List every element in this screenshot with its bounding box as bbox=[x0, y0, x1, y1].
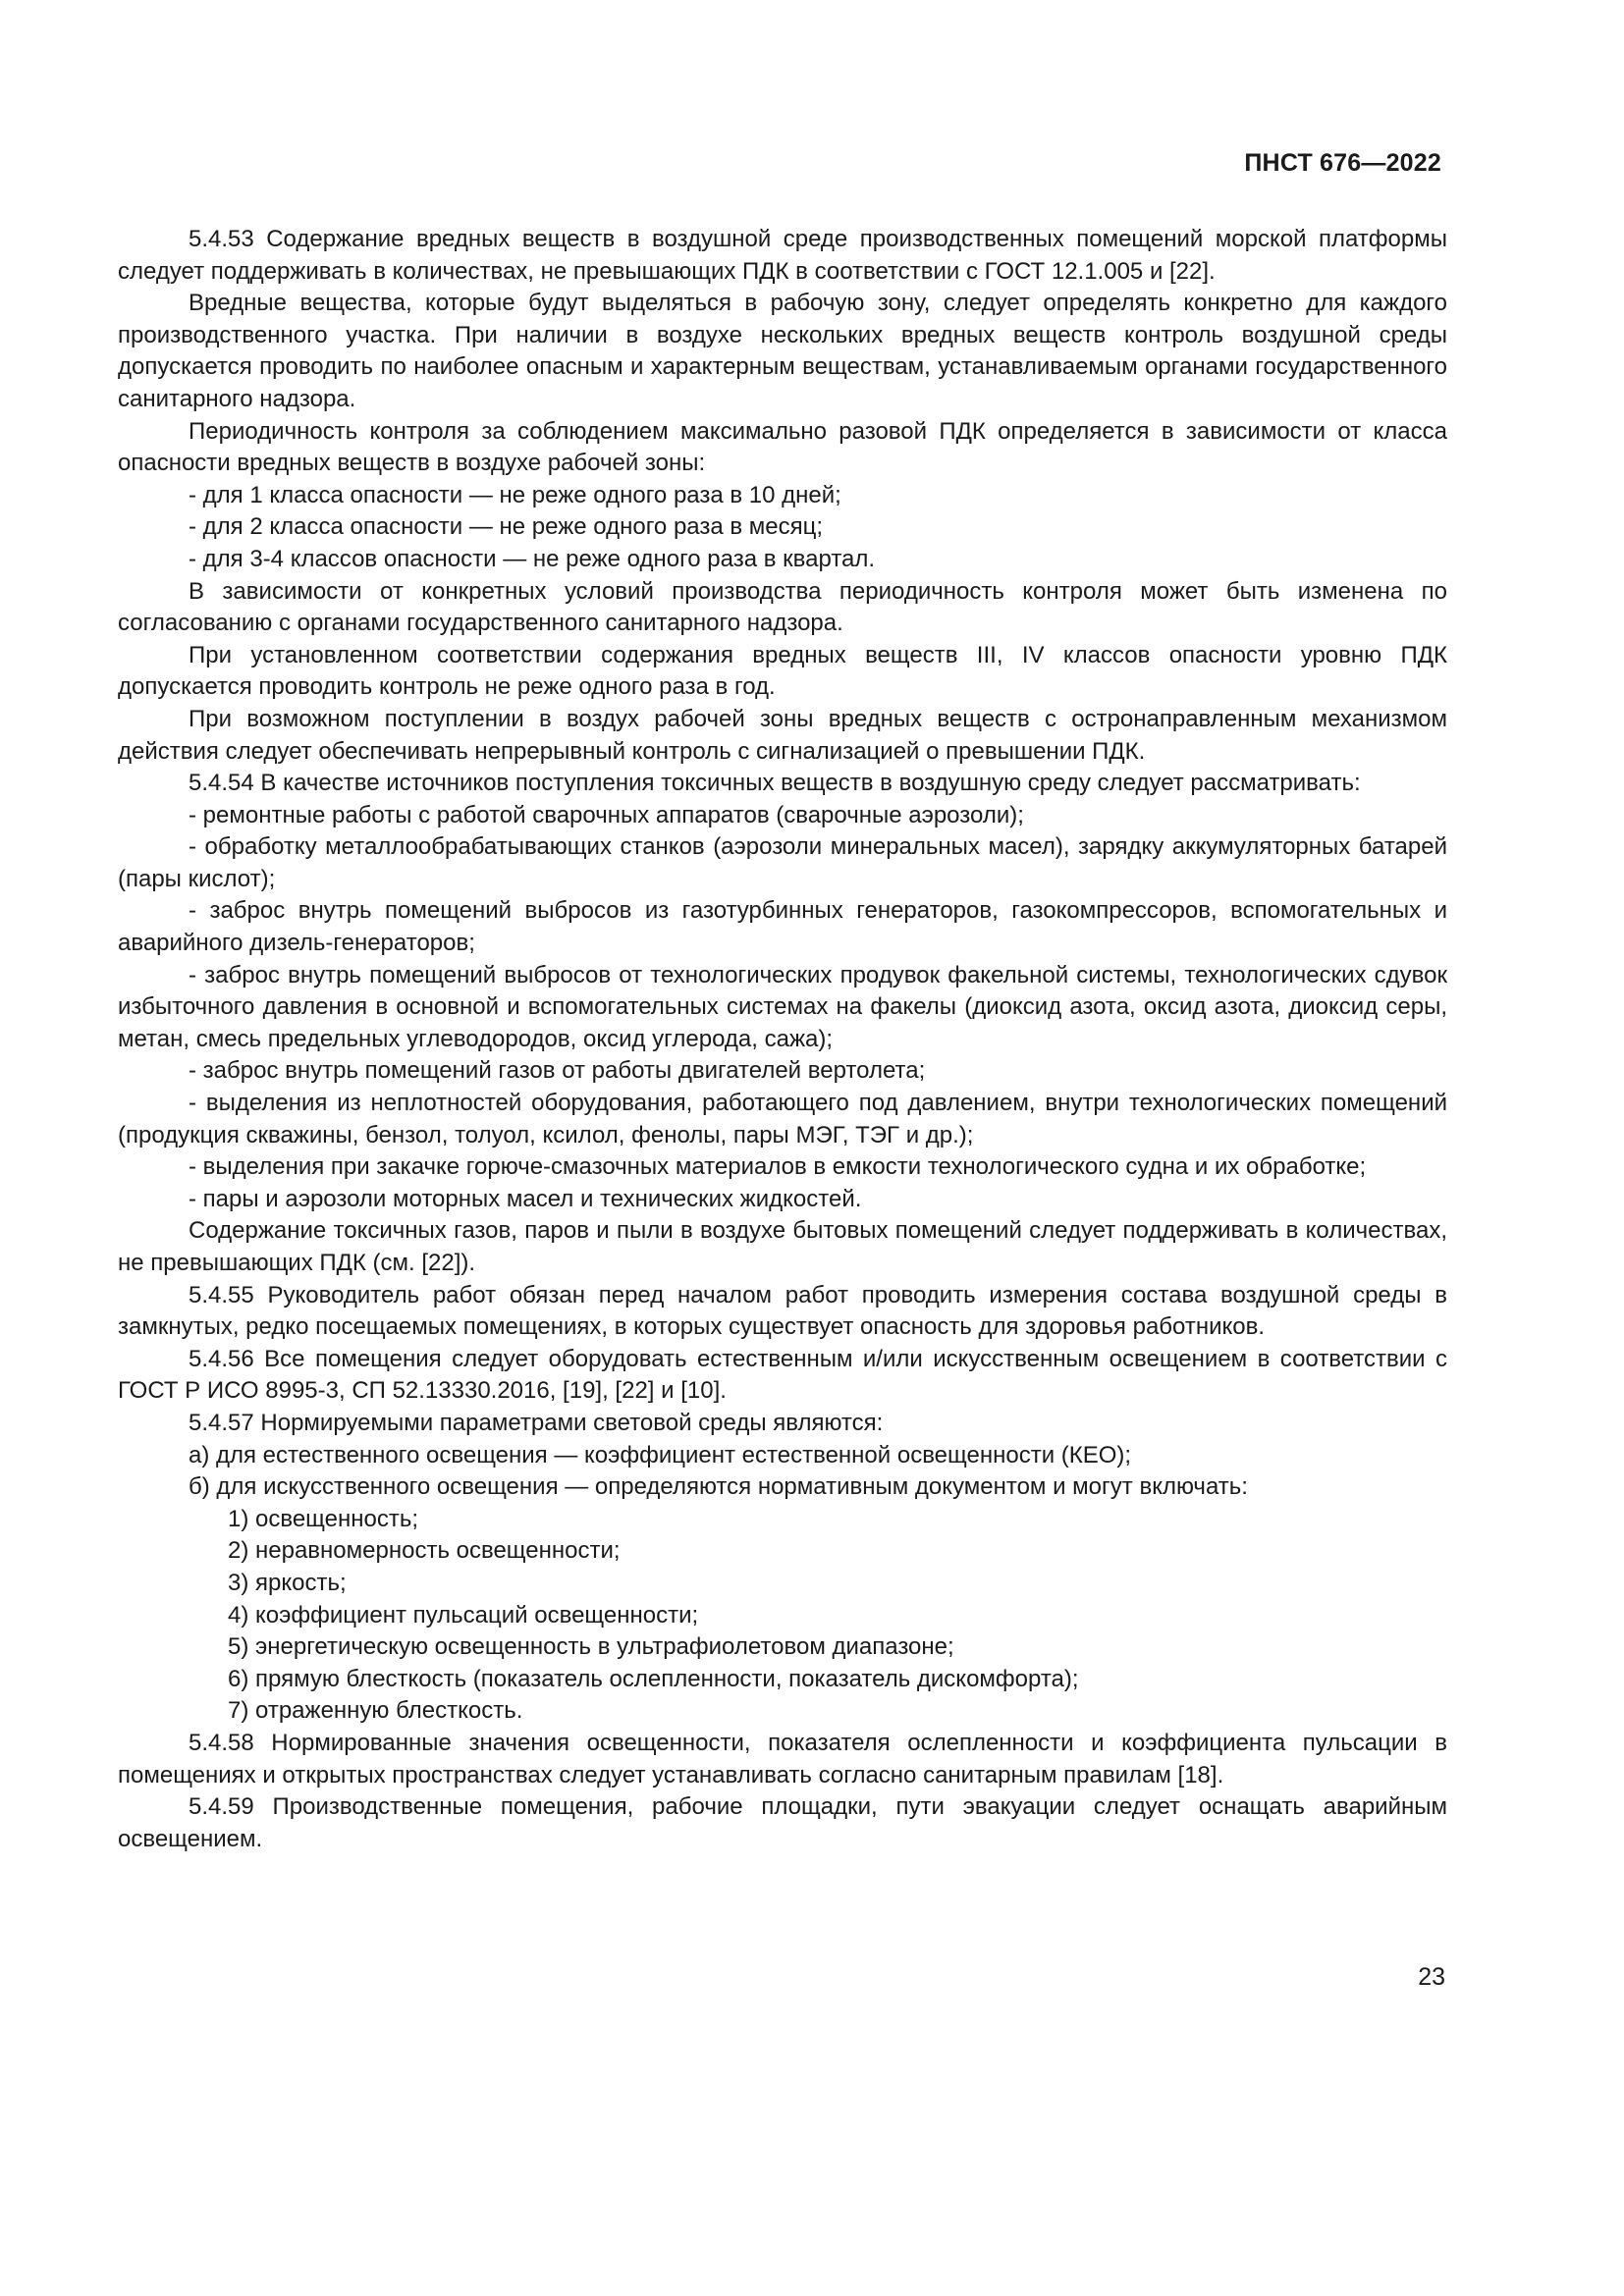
paragraph-5-4-59: 5.4.59 Производственные помещения, рабочие площадки, пути эвакуации следует оснащать аварийным освещением. bbox=[118, 1793, 1447, 1852]
sub-list-item: 4) коэффициент пульсаций освещенности; bbox=[228, 1601, 699, 1629]
sub-list-item: 6) прямую блесткость (показатель ослепленности, показатель дискомфорта); bbox=[228, 1665, 1079, 1692]
list-item: - выделения при закачке горюче-смазочных материалов в емкости технологического судна и их обработке; bbox=[189, 1153, 1367, 1181]
sub-list-item: 7) отраженную блесткость. bbox=[228, 1697, 523, 1725]
sub-list-item: 3) яркость; bbox=[228, 1569, 347, 1596]
list-item: - заброс внутрь помещений выбросов от технологических продувок факельной системы, технологических сдувок избыточного давления в основной и вспомогательных системах на факелы (диоксид азота, оксид азота, диоксид серы, метан, смесь предельных углеводородов, оксид углерода, сажа); bbox=[118, 961, 1447, 1052]
list-item: - для 1 класса опасности — не реже одного раза в 10 дней; bbox=[189, 481, 841, 508]
paragraph-5-4-56: 5.4.56 Все помещения следует оборудовать естественным и/или искусственным освещением в соответствии с ГОСТ Р ИСО 8995-3, СП 52.13330.2016, [19], [22] и [10]. bbox=[118, 1345, 1447, 1405]
paragraph: Периодичность контроля за соблюдением максимально разовой ПДК определяется в зависимости от класса опасности вредных веществ в воздухе рабочей зоны: bbox=[118, 417, 1447, 477]
paragraph-5-4-55: 5.4.55 Руководитель работ обязан перед началом работ проводить измерения состава воздушной среды в замкнутых, редко посещаемых помещениях, в которых существует опасность для здоровья работников. bbox=[118, 1281, 1447, 1341]
document-code-header: ПНСТ 676—2022 bbox=[1244, 149, 1441, 177]
list-item: - пары и аэрозоли моторных масел и технических жидкостей. bbox=[189, 1185, 862, 1212]
list-item: - обработку металлообрабатывающих станков (аэрозоли минеральных масел), зарядку аккумуляторных батарей (пары кислот); bbox=[118, 833, 1447, 892]
list-item: - для 3-4 классов опасности — не реже одного раза в квартал. bbox=[189, 545, 876, 572]
sub-list-item: 2) неравномерность освещенности; bbox=[228, 1537, 621, 1565]
list-item: - ремонтные работы с работой сварочных аппаратов (сварочные аэрозоли); bbox=[189, 801, 1024, 828]
paragraph-5-4-58: 5.4.58 Нормированные значения освещенности, показателя ослепленности и коэффициента пульсации в помещениях и открытых пространствах следует устанавливать согласно санитарным правилам [18]. bbox=[118, 1729, 1447, 1789]
sub-list-item: 5) энергетическую освещенность в ультрафиолетовом диапазоне; bbox=[228, 1633, 954, 1661]
paragraph: При установленном соответствии содержания вредных веществ III, IV классов опасности уровню ПДК допускается проводить контроль не реже одного раза в год. bbox=[118, 641, 1447, 701]
list-item: - для 2 класса опасности — не реже одного раза в месяц; bbox=[189, 513, 824, 541]
paragraph-5-4-54: 5.4.54 В качестве источников поступления токсичных веществ в воздушную среду следует рассматривать: bbox=[189, 770, 1361, 797]
paragraph: При возможном поступлении в воздух рабочей зоны вредных веществ с остронаправленным механизмом действия следует обеспечивать непрерывный контроль с сигнализацией о превышении ПДК. bbox=[118, 705, 1447, 765]
list-item: - заброс внутрь помещений выбросов из газотурбинных генераторов, газокомпрессоров, вспомогательных и аварийного дизель-генераторов; bbox=[118, 897, 1447, 957]
list-item: - заброс внутрь помещений газов от работы двигателей вертолета; bbox=[189, 1057, 926, 1085]
document-body bbox=[118, 224, 1447, 1855]
sub-list-item: 1) освещенность; bbox=[228, 1505, 419, 1532]
paragraph: Содержание токсичных газов, паров и пыли в воздухе бытовых помещений следует поддерживать в количествах, не превышающих ПДК (см. [22]). bbox=[118, 1217, 1447, 1276]
paragraph-5-4-53: 5.4.53 Содержание вредных веществ в воздушной среде производственных помещений морской платформы следует поддерживать в количествах, не превышающих ПДК в соответствии с ГОСТ 12.1.005 и [22]. bbox=[118, 226, 1447, 285]
paragraph-5-4-57: 5.4.57 Нормируемыми параметрами световой среды являются: bbox=[189, 1409, 884, 1436]
paragraph: Вредные вещества, которые будут выделяться в рабочую зону, следует определять конкретно для каждого производственного участка. При наличии в воздухе нескольких вредных веществ контроль воздушной среды допускается проводить по наиболее опасным и характерным веществам, устанавливаемым органами государственного санитарного надзора. bbox=[118, 290, 1447, 412]
paragraph: В зависимости от конкретных условий производства периодичность контроля может быть изменена по согласованию с органами государственного санитарного надзора. bbox=[118, 577, 1447, 637]
page-number: 23 bbox=[1418, 1963, 1445, 1991]
list-item: а) для естественного освещения — коэффициент естественной освещенности (КЕО); bbox=[189, 1441, 1132, 1468]
list-item: б) для искусственного освещения — определяются нормативным документом и могут включать: bbox=[189, 1473, 1248, 1501]
list-item: - выделения из неплотностей оборудования, работающего под давлением, внутри технологических помещений (продукция скважины, бензол, толуол, ксилол, фенолы, пары МЭГ, ТЭГ и др.); bbox=[118, 1090, 1447, 1148]
